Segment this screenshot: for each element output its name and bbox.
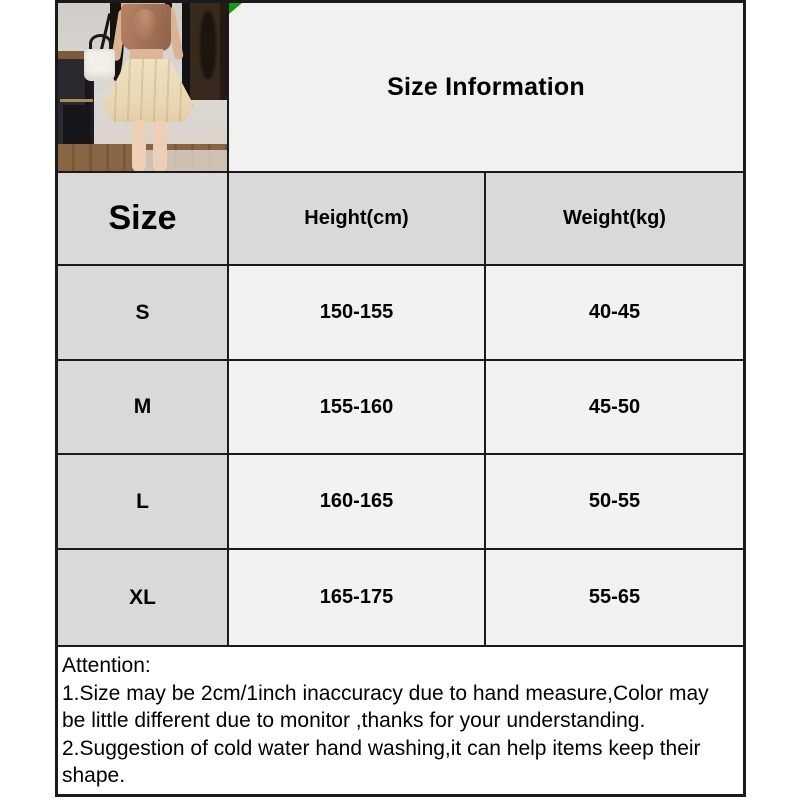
mirror-reflection xyxy=(200,11,216,79)
size-information-title-cell xyxy=(229,3,743,173)
table-row-xl-size: XL xyxy=(58,550,229,647)
table-row-xl-height: 165-175 xyxy=(229,550,486,647)
white-handbag xyxy=(84,49,115,81)
table-row-m-size: M xyxy=(58,361,229,455)
table-row-s-size: S xyxy=(58,266,229,361)
attention-note xyxy=(58,647,743,794)
table-row-s-weight: 40-45 xyxy=(486,266,743,361)
column-header-size: Size xyxy=(58,173,229,266)
page-title: Size Information xyxy=(387,72,585,101)
table-row-l-size: L xyxy=(58,455,229,550)
column-header-weight: Weight(kg) xyxy=(486,173,743,266)
attention-note-2: 2.Suggestion of cold water hand washing,it can help items keep their shape. xyxy=(62,736,701,787)
column-header-height: Height(cm) xyxy=(229,173,486,266)
table-row-m-weight: 45-50 xyxy=(486,361,743,455)
attention-note-1: 1.Size may be 2cm/1inch inaccuracy due to hand measure,Color may be little different due to monitor ,thanks for your understanding. xyxy=(62,681,709,732)
model-legs xyxy=(132,120,146,171)
table-row-l-weight: 50-55 xyxy=(486,455,743,550)
table-row-xl-weight: 55-65 xyxy=(486,550,743,647)
attention-heading: Attention: xyxy=(62,654,151,677)
product-photo xyxy=(58,3,229,173)
size-information-table xyxy=(55,0,746,797)
table-row-l-height: 160-165 xyxy=(229,455,486,550)
table-row-s-height: 150-155 xyxy=(229,266,486,361)
table-row-m-height: 155-160 xyxy=(229,361,486,455)
green-corner-marker-icon xyxy=(229,3,242,14)
